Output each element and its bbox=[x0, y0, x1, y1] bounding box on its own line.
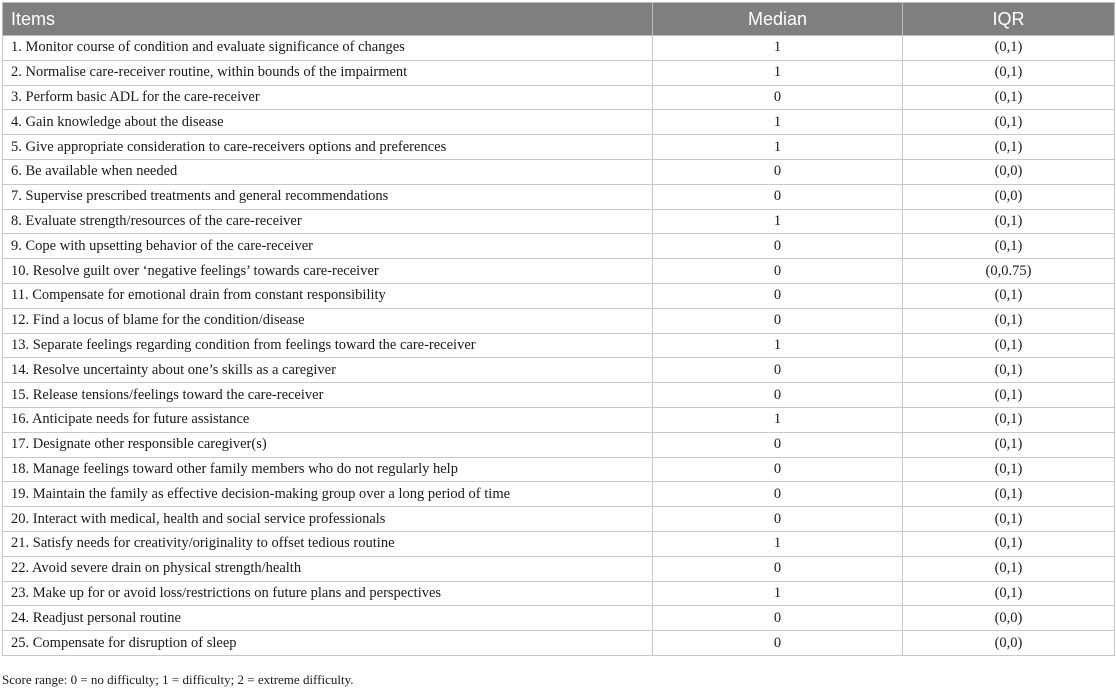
table-row bbox=[3, 556, 1115, 581]
item-cell: 23. Make up for or avoid loss/restrictions on future plans and perspectives bbox=[3, 581, 653, 606]
iqr-cell: (0,1) bbox=[903, 85, 1115, 110]
table-row bbox=[3, 234, 1115, 259]
iqr-cell: (0,1) bbox=[903, 209, 1115, 234]
table-row bbox=[3, 36, 1115, 61]
item-cell: 18. Manage feelings toward other family members who do not regularly help bbox=[3, 457, 653, 482]
table-row bbox=[3, 358, 1115, 383]
table-row bbox=[3, 283, 1115, 308]
item-cell: 24. Readjust personal routine bbox=[3, 606, 653, 631]
iqr-cell: (0,1) bbox=[903, 135, 1115, 160]
iqr-cell: (0,1) bbox=[903, 308, 1115, 333]
iqr-cell: (0,1) bbox=[903, 531, 1115, 556]
table-body bbox=[3, 36, 1115, 656]
item-cell: 10. Resolve guilt over ‘negative feelings’ towards care-receiver bbox=[3, 259, 653, 284]
item-cell: 9. Cope with upsetting behavior of the care-receiver bbox=[3, 234, 653, 259]
table-row bbox=[3, 457, 1115, 482]
table-row bbox=[3, 631, 1115, 656]
table-row bbox=[3, 407, 1115, 432]
iqr-cell: (0,1) bbox=[903, 432, 1115, 457]
median-cell: 0 bbox=[653, 308, 903, 333]
header-iqr: IQR bbox=[903, 3, 1115, 36]
item-cell: 20. Interact with medical, health and social service professionals bbox=[3, 507, 653, 532]
table-container bbox=[2, 2, 1114, 656]
median-cell: 0 bbox=[653, 358, 903, 383]
table-row bbox=[3, 531, 1115, 556]
iqr-cell: (0,1) bbox=[903, 234, 1115, 259]
median-cell: 1 bbox=[653, 36, 903, 61]
iqr-cell: (0,1) bbox=[903, 60, 1115, 85]
median-cell: 0 bbox=[653, 631, 903, 656]
median-cell: 0 bbox=[653, 432, 903, 457]
median-cell: 0 bbox=[653, 556, 903, 581]
iqr-cell: (0,0) bbox=[903, 631, 1115, 656]
table-header bbox=[3, 3, 1115, 36]
table-row bbox=[3, 507, 1115, 532]
table-row bbox=[3, 581, 1115, 606]
item-cell: 16. Anticipate needs for future assistance bbox=[3, 407, 653, 432]
median-cell: 0 bbox=[653, 507, 903, 532]
iqr-cell: (0,0) bbox=[903, 606, 1115, 631]
table-row bbox=[3, 60, 1115, 85]
item-cell: 3. Perform basic ADL for the care-receiver bbox=[3, 85, 653, 110]
median-cell: 1 bbox=[653, 110, 903, 135]
header-median: Median bbox=[653, 3, 903, 36]
median-cell: 0 bbox=[653, 184, 903, 209]
median-cell: 0 bbox=[653, 259, 903, 284]
median-cell: 0 bbox=[653, 457, 903, 482]
item-cell: 4. Gain knowledge about the disease bbox=[3, 110, 653, 135]
median-cell: 0 bbox=[653, 383, 903, 408]
median-cell: 0 bbox=[653, 159, 903, 184]
item-cell: 12. Find a locus of blame for the condition/disease bbox=[3, 308, 653, 333]
median-cell: 0 bbox=[653, 283, 903, 308]
iqr-cell: (0,1) bbox=[903, 482, 1115, 507]
median-cell: 1 bbox=[653, 60, 903, 85]
median-cell: 1 bbox=[653, 581, 903, 606]
table-row bbox=[3, 209, 1115, 234]
iqr-cell: (0,1) bbox=[903, 110, 1115, 135]
table-row bbox=[3, 482, 1115, 507]
iqr-cell: (0,0) bbox=[903, 184, 1115, 209]
item-cell: 14. Resolve uncertainty about one’s skills as a caregiver bbox=[3, 358, 653, 383]
median-cell: 1 bbox=[653, 209, 903, 234]
item-cell: 15. Release tensions/feelings toward the care-receiver bbox=[3, 383, 653, 408]
item-cell: 19. Maintain the family as effective decision-making group over a long period of time bbox=[3, 482, 653, 507]
item-cell: 17. Designate other responsible caregiver(s) bbox=[3, 432, 653, 457]
iqr-cell: (0,0.75) bbox=[903, 259, 1115, 284]
median-cell: 1 bbox=[653, 407, 903, 432]
header-items: Items bbox=[3, 3, 653, 36]
table-row bbox=[3, 85, 1115, 110]
iqr-cell: (0,1) bbox=[903, 556, 1115, 581]
item-cell: 6. Be available when needed bbox=[3, 159, 653, 184]
median-cell: 1 bbox=[653, 531, 903, 556]
table-footnote: Score range: 0 = no difficulty; 1 = difficulty; 2 = extreme difficulty. bbox=[2, 672, 354, 687]
header-row bbox=[3, 3, 1115, 36]
median-cell: 1 bbox=[653, 135, 903, 160]
table-row bbox=[3, 383, 1115, 408]
iqr-cell: (0,1) bbox=[903, 383, 1115, 408]
iqr-cell: (0,1) bbox=[903, 507, 1115, 532]
iqr-cell: (0,0) bbox=[903, 159, 1115, 184]
table-row bbox=[3, 606, 1115, 631]
item-cell: 22. Avoid severe drain on physical strength/health bbox=[3, 556, 653, 581]
items-table bbox=[2, 2, 1115, 656]
median-cell: 1 bbox=[653, 333, 903, 358]
median-cell: 0 bbox=[653, 482, 903, 507]
item-cell: 5. Give appropriate consideration to care-receivers options and preferences bbox=[3, 135, 653, 160]
item-cell: 21. Satisfy needs for creativity/originality to offset tedious routine bbox=[3, 531, 653, 556]
item-cell: 7. Supervise prescribed treatments and general recommendations bbox=[3, 184, 653, 209]
iqr-cell: (0,1) bbox=[903, 581, 1115, 606]
median-cell: 0 bbox=[653, 234, 903, 259]
item-cell: 2. Normalise care-receiver routine, within bounds of the impairment bbox=[3, 60, 653, 85]
item-cell: 8. Evaluate strength/resources of the care-receiver bbox=[3, 209, 653, 234]
item-cell: 1. Monitor course of condition and evaluate significance of changes bbox=[3, 36, 653, 61]
iqr-cell: (0,1) bbox=[903, 36, 1115, 61]
iqr-cell: (0,1) bbox=[903, 283, 1115, 308]
table-row bbox=[3, 333, 1115, 358]
iqr-cell: (0,1) bbox=[903, 358, 1115, 383]
median-cell: 0 bbox=[653, 606, 903, 631]
median-cell: 0 bbox=[653, 85, 903, 110]
item-cell: 11. Compensate for emotional drain from constant responsibility bbox=[3, 283, 653, 308]
table-row bbox=[3, 184, 1115, 209]
iqr-cell: (0,1) bbox=[903, 457, 1115, 482]
iqr-cell: (0,1) bbox=[903, 333, 1115, 358]
table-row bbox=[3, 308, 1115, 333]
table-row bbox=[3, 432, 1115, 457]
table-row bbox=[3, 135, 1115, 160]
table-row bbox=[3, 110, 1115, 135]
table-row bbox=[3, 259, 1115, 284]
item-cell: 13. Separate feelings regarding condition from feelings toward the care-receiver bbox=[3, 333, 653, 358]
table-row bbox=[3, 159, 1115, 184]
item-cell: 25. Compensate for disruption of sleep bbox=[3, 631, 653, 656]
iqr-cell: (0,1) bbox=[903, 407, 1115, 432]
